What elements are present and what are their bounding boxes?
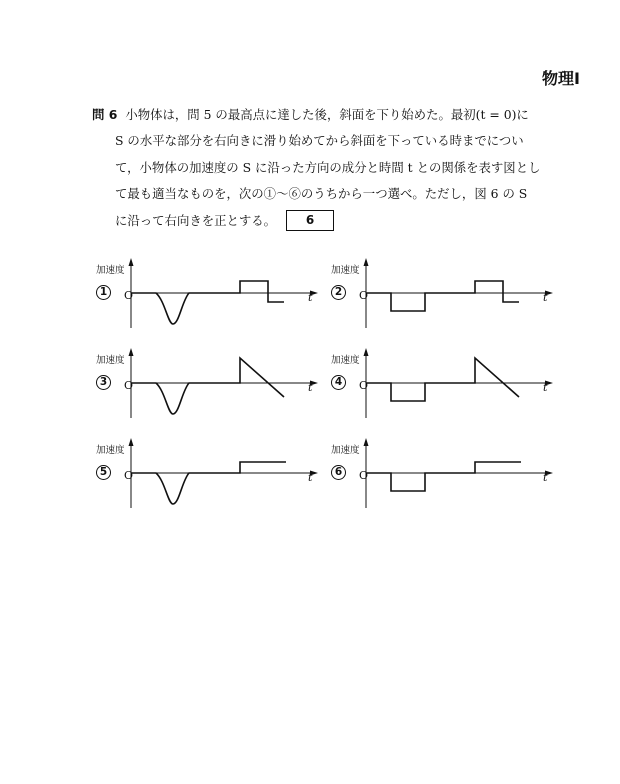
acceleration-axis-label: 加速度 bbox=[331, 445, 360, 456]
question-line-4: て最も適当なものを，次の①～⑥のうちから一つ選べ。ただし，図 6 の S bbox=[115, 186, 528, 202]
question-label: 問 6 bbox=[92, 107, 118, 122]
question-line-1 bbox=[92, 102, 562, 128]
question-line-5 bbox=[92, 208, 562, 234]
graph-choice-6[interactable] bbox=[331, 436, 561, 526]
graph-choice-3[interactable] bbox=[96, 346, 326, 436]
acceleration-axis-label: 加速度 bbox=[96, 355, 125, 366]
choice-number: 3 bbox=[96, 375, 111, 390]
graph-choice-5[interactable] bbox=[96, 436, 326, 526]
origin-label: O bbox=[359, 469, 369, 482]
acceleration-axis-label: 加速度 bbox=[96, 445, 125, 456]
origin-label: O bbox=[359, 289, 369, 302]
question-line-2: S の水平な部分を右向きに滑り始めてから斜面を下っている時までについ bbox=[115, 133, 524, 149]
question-text-5: に沿って右向きを正とする。 bbox=[115, 212, 277, 228]
y-axis-arrow bbox=[364, 258, 369, 266]
acceleration-curve bbox=[366, 462, 521, 491]
choice-number: 5 bbox=[96, 465, 111, 480]
question-line-3: て，小物体の加速度の S に沿った方向の成分と時間 t との関係を表す図とし bbox=[115, 159, 541, 175]
graph-choice-1[interactable] bbox=[96, 256, 326, 346]
answer-choice-graphs bbox=[96, 256, 556, 516]
time-axis-label: t bbox=[308, 291, 313, 304]
choice-number: 6 bbox=[331, 465, 346, 480]
time-axis-label: t bbox=[308, 471, 313, 484]
y-axis-arrow bbox=[129, 348, 134, 356]
origin-label: O bbox=[124, 469, 134, 482]
choice-number: 1 bbox=[96, 285, 111, 300]
graph-choice-2[interactable] bbox=[331, 256, 561, 346]
time-axis-label: t bbox=[308, 381, 313, 394]
acceleration-axis-label: 加速度 bbox=[96, 265, 125, 276]
question-block bbox=[92, 102, 562, 234]
y-axis-arrow bbox=[129, 438, 134, 446]
graph-choice-4[interactable] bbox=[331, 346, 561, 436]
origin-label: O bbox=[124, 379, 134, 392]
origin-label: O bbox=[359, 379, 369, 392]
page-header-title: 物理Ⅰ bbox=[542, 69, 580, 88]
y-axis-arrow bbox=[129, 258, 134, 266]
time-axis-label: t bbox=[543, 381, 548, 394]
choice-number: 2 bbox=[331, 285, 346, 300]
choice-number: 4 bbox=[331, 375, 346, 390]
y-axis-arrow bbox=[364, 348, 369, 356]
time-axis-label: t bbox=[543, 471, 548, 484]
question-text-1: 小物体は，問 5 の最高点に達した後，斜面を下り始めた。最初(t = 0)に bbox=[125, 107, 529, 122]
acceleration-curve bbox=[131, 358, 284, 414]
acceleration-curve bbox=[131, 462, 286, 504]
origin-label: O bbox=[124, 289, 134, 302]
acceleration-curve bbox=[366, 358, 519, 401]
acceleration-curve bbox=[366, 281, 519, 311]
y-axis-arrow bbox=[364, 438, 369, 446]
acceleration-axis-label: 加速度 bbox=[331, 355, 360, 366]
acceleration-curve bbox=[131, 281, 284, 324]
answer-box[interactable]: 6 bbox=[286, 210, 334, 231]
time-axis-label: t bbox=[543, 291, 548, 304]
acceleration-axis-label: 加速度 bbox=[331, 265, 360, 276]
